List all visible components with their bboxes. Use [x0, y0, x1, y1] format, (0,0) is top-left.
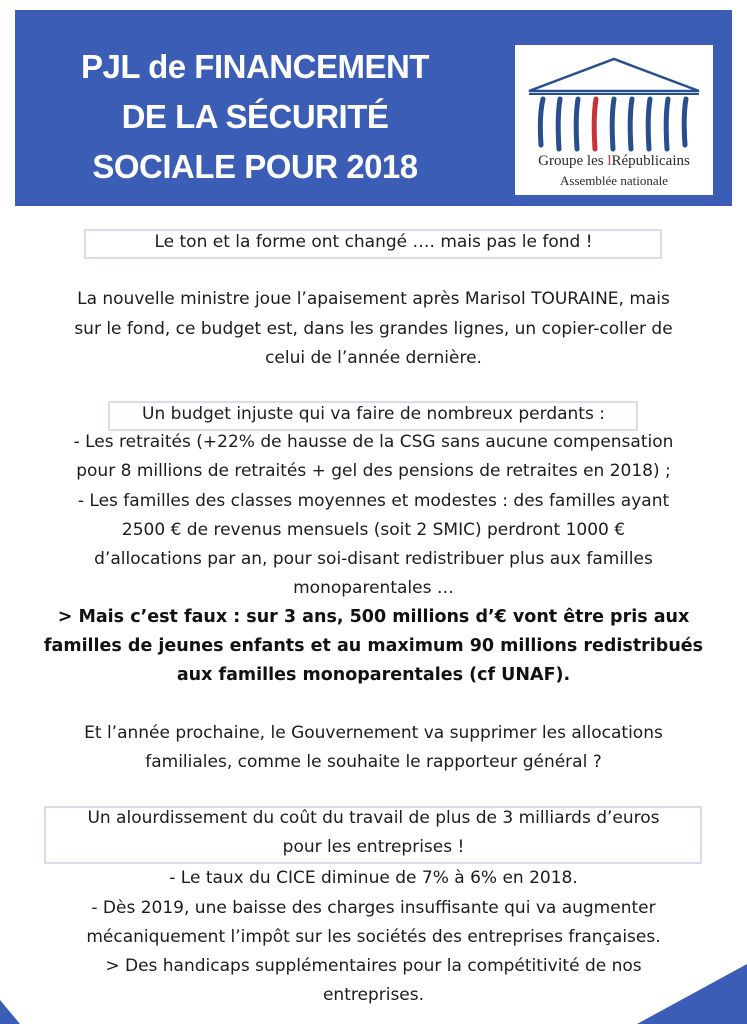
paragraph-line: - Le taux du CICE diminue de 7% à 6% en 2018.	[169, 868, 578, 888]
page-title	[40, 42, 470, 192]
paragraph-line: Et l’année prochaine, le Gouvernement va supprimer les allocations	[84, 723, 663, 743]
section-heading: pour les entreprises !	[282, 837, 465, 857]
section-heading: Un alourdissement du coût du travail de plus de 3 milliards d’euros	[87, 808, 660, 828]
paragraph-line: - Les familles des classes moyennes et modestes : des familles ayant	[77, 491, 670, 511]
assembly-building-icon	[515, 45, 713, 155]
paragraph-line: sur le fond, ce budget est, dans les grandes lignes, un copier-coller de	[74, 319, 673, 339]
paragraph-line: - Dès 2019, une baisse des charges insuffisante qui va augmenter	[91, 898, 656, 918]
title-line: SOCIALE POUR 2018	[92, 148, 418, 185]
corner-decoration	[637, 964, 747, 1024]
paragraph-line: mécaniquement l’impôt sur les sociétés des entreprises françaises.	[86, 927, 661, 947]
paragraph-line: familiales, comme le souhaite le rapporteur général ?	[145, 752, 602, 772]
logo-name	[515, 153, 713, 170]
corner-decoration	[0, 1000, 20, 1024]
title-line: PJL de FINANCEMENT	[81, 48, 429, 85]
paragraph-line: monoparentales …	[293, 578, 454, 598]
paragraph-line: La nouvelle ministre joue l’apaisement après Marisol TOURAINE, mais	[77, 289, 670, 309]
paragraph-line: - Les retraités (+22% de hausse de la CSG sans aucune compensation	[73, 432, 674, 452]
paragraph-line: pour 8 millions de retraités + gel des pensions de retraites en 2018) ;	[76, 461, 671, 481]
paragraph-line: 2500 € de revenus mensuels (soit 2 SMIC) perdront 1000 €	[121, 520, 626, 540]
logo-name-mark: l	[607, 153, 612, 169]
section-heading: Un budget injuste qui va faire de nombreux perdants :	[142, 404, 605, 424]
title-line: DE LA SÉCURITÉ	[121, 98, 389, 135]
emphasis-line: > Mais c’est faux : sur 3 ans, 500 millions d’€ vont être pris aux	[57, 607, 690, 627]
emphasis-line: familles de jeunes enfants et au maximum 90 millions redistribués	[43, 636, 704, 656]
emphasis-line: aux familles monoparentales (cf UNAF).	[176, 665, 571, 685]
logo-name-suffix: Républicains	[611, 153, 690, 169]
paragraph-line: d’allocations par an, pour soi-disant redistribuer plus aux familles	[94, 549, 653, 569]
logo-name-prefix: Groupe les	[538, 153, 608, 169]
section-heading: Le ton et la forme ont changé …. mais pas le fond !	[154, 232, 593, 252]
paragraph-line: celui de l’année dernière.	[265, 348, 482, 368]
paragraph-line: > Des handicaps supplémentaires pour la compétitivité de nos	[105, 956, 642, 976]
logo-subtitle: Assemblée nationale	[560, 173, 668, 188]
paragraph-line: entreprises.	[322, 985, 425, 1005]
party-logo	[515, 45, 713, 195]
